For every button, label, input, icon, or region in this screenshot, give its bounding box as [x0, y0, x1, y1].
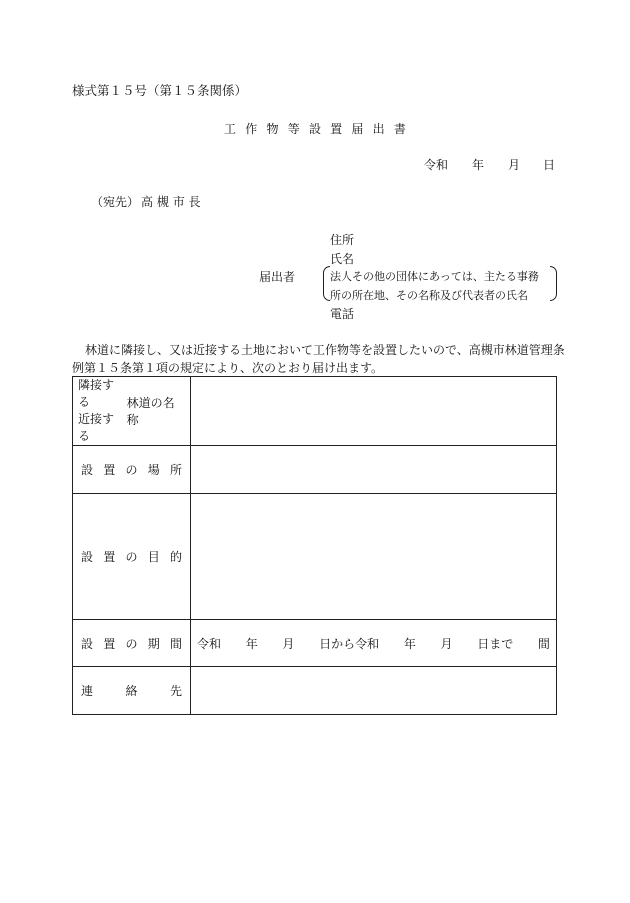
addressee-char: 市 [172, 195, 185, 209]
label-char: の [125, 550, 138, 564]
corporate-note-line1: 法人その他の団体にあっては、主たる事務 [330, 270, 539, 283]
right-bracket [550, 266, 557, 301]
label-char: 設 [81, 550, 94, 564]
adjacent-label: 隣接する [78, 378, 115, 409]
title-char: 届 [351, 122, 364, 136]
date-month: 月 [508, 158, 521, 172]
installation-location-label [73, 446, 191, 494]
installation-location-field[interactable] [191, 446, 557, 494]
period-year-from: 年 [245, 636, 258, 651]
label-char: 所 [169, 463, 182, 477]
label-char: 絡 [125, 684, 138, 698]
table-row [73, 446, 557, 494]
addressee-char: 長 [188, 195, 201, 209]
addressee-char: 槻 [156, 195, 169, 209]
date-day: 日 [543, 158, 556, 172]
period-span: 間 [537, 636, 550, 651]
left-bracket [323, 266, 330, 301]
notification-table [72, 376, 557, 715]
date-line [424, 156, 554, 172]
date-year: 年 [472, 158, 485, 172]
title-char: 等 [287, 122, 300, 136]
form-title [224, 120, 406, 137]
corporate-note-line2: 所の所在地、その名称及び代表者の氏名 [330, 289, 528, 302]
label-char: の [125, 463, 138, 477]
title-char: 作 [245, 122, 258, 136]
label-char: 置 [103, 636, 116, 651]
name-label: 氏名 [330, 252, 355, 266]
installation-period-label [73, 620, 191, 667]
title-char: 書 [393, 122, 406, 136]
installation-purpose-field[interactable] [191, 494, 557, 620]
addressee-char: 高 [141, 195, 154, 209]
applicant-role-label: 届出者 [259, 270, 296, 284]
body-line1: 林道に隣接し、又は近接する土地において工作物等を設置したいので、高槻市林道管理条 [85, 343, 565, 357]
label-char: 連 [81, 684, 94, 698]
label-char: 目 [147, 550, 160, 564]
label-char: 設 [81, 463, 94, 477]
table-row [73, 377, 557, 446]
forest-road-name-field[interactable] [191, 377, 557, 446]
body-line2: 例第１５条第１項の規定により、次のとおり届け出ます。 [72, 361, 384, 375]
phone-label: 電話 [330, 307, 355, 321]
period-day-to: 日まで [477, 636, 514, 651]
title-char: 工 [224, 122, 237, 136]
forest-road-name-label [73, 377, 191, 446]
addressee-prefix: （宛先） [91, 195, 140, 209]
installation-period-field[interactable] [191, 620, 557, 667]
label-char: 的 [169, 550, 182, 564]
period-day-from: 日から令和 [319, 636, 380, 651]
period-era-from: 令和 [197, 636, 222, 651]
installation-purpose-label [73, 494, 191, 620]
contact-field[interactable] [191, 667, 557, 715]
period-month-from: 月 [282, 636, 295, 651]
table-row [73, 620, 557, 667]
label-char: 先 [169, 684, 182, 698]
contact-label [73, 667, 191, 715]
period-year-to: 年 [403, 636, 416, 651]
label-char: 場 [147, 463, 160, 477]
title-char: 物 [266, 122, 279, 136]
title-char: 置 [330, 122, 343, 136]
form-number: 様式第１５号（第１５条関係） [72, 83, 248, 98]
title-char: 設 [308, 122, 321, 136]
label-char: の [125, 636, 138, 651]
near-label: 近接する [78, 412, 115, 443]
address-label: 住所 [330, 233, 355, 247]
label-char: 間 [169, 636, 182, 651]
table-row [73, 667, 557, 715]
date-era: 令和 [424, 158, 449, 172]
table-row [73, 494, 557, 620]
addressee [91, 193, 201, 210]
label-char: 期 [147, 636, 160, 651]
road-name-suffix: 林道の名称 [126, 396, 175, 427]
period-month-to: 月 [440, 636, 453, 651]
label-char: 置 [103, 550, 116, 564]
label-char: 置 [103, 463, 116, 477]
title-char: 出 [372, 122, 385, 136]
label-char: 設 [81, 636, 94, 651]
